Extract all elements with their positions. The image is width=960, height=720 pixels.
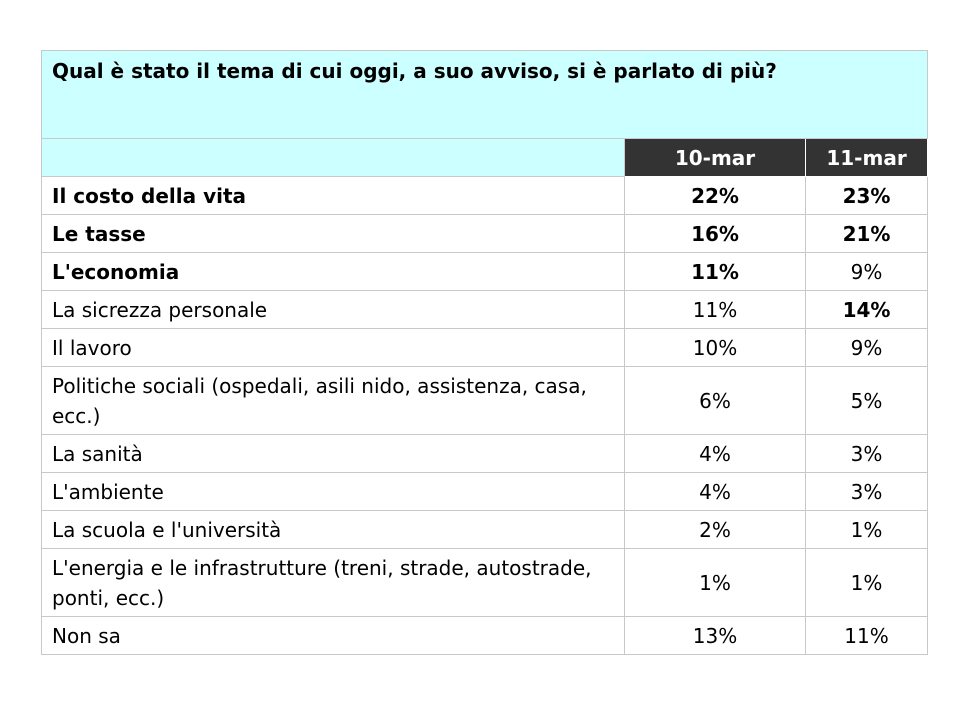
survey-table: [41, 50, 928, 655]
value-11-mar: 11%: [806, 617, 928, 655]
table-row: [42, 511, 928, 549]
value-10-mar: 11%: [625, 291, 806, 329]
row-label: Il costo della vita: [42, 177, 625, 215]
survey-table-body: [42, 51, 928, 655]
row-label: Politiche sociali (ospedali, asili nido, assistenza, casa, ecc.): [42, 367, 625, 435]
value-11-mar: 3%: [806, 473, 928, 511]
value-10-mar: 6%: [625, 367, 806, 435]
table-row: [42, 329, 928, 367]
value-11-mar: 21%: [806, 215, 928, 253]
value-10-mar: 2%: [625, 511, 806, 549]
table-row: [42, 215, 928, 253]
value-11-mar: 1%: [806, 511, 928, 549]
column-header-10-mar: 10-mar: [625, 139, 806, 177]
question-title: Qual è stato il tema di cui oggi, a suo avviso, si è parlato di più?: [42, 51, 928, 139]
row-label: Non sa: [42, 617, 625, 655]
row-label: L'ambiente: [42, 473, 625, 511]
row-label: Le tasse: [42, 215, 625, 253]
value-11-mar: 9%: [806, 329, 928, 367]
row-label: L'energia e le infrastrutture (treni, strade, autostrade, ponti, ecc.): [42, 549, 625, 617]
table-row: [42, 473, 928, 511]
value-10-mar: 16%: [625, 215, 806, 253]
column-header-11-mar: 11-mar: [806, 139, 928, 177]
table-row: [42, 617, 928, 655]
value-11-mar: 14%: [806, 291, 928, 329]
value-11-mar: 23%: [806, 177, 928, 215]
table-row: [42, 435, 928, 473]
value-10-mar: 4%: [625, 473, 806, 511]
value-10-mar: 4%: [625, 435, 806, 473]
value-10-mar: 1%: [625, 549, 806, 617]
table-row: [42, 291, 928, 329]
header-blank-cell: [42, 139, 625, 177]
table-row: [42, 177, 928, 215]
value-11-mar: 5%: [806, 367, 928, 435]
table-row: [42, 253, 928, 291]
question-row: [42, 51, 928, 139]
row-label: Il lavoro: [42, 329, 625, 367]
value-11-mar: 9%: [806, 253, 928, 291]
value-10-mar: 13%: [625, 617, 806, 655]
table-row: [42, 549, 928, 617]
row-label: La scuola e l'università: [42, 511, 625, 549]
value-10-mar: 10%: [625, 329, 806, 367]
value-10-mar: 11%: [625, 253, 806, 291]
header-row: [42, 139, 928, 177]
value-11-mar: 1%: [806, 549, 928, 617]
value-11-mar: 3%: [806, 435, 928, 473]
table-row: [42, 367, 928, 435]
row-label: L'economia: [42, 253, 625, 291]
row-label: La sanità: [42, 435, 625, 473]
row-label: La sicrezza personale: [42, 291, 625, 329]
value-10-mar: 22%: [625, 177, 806, 215]
